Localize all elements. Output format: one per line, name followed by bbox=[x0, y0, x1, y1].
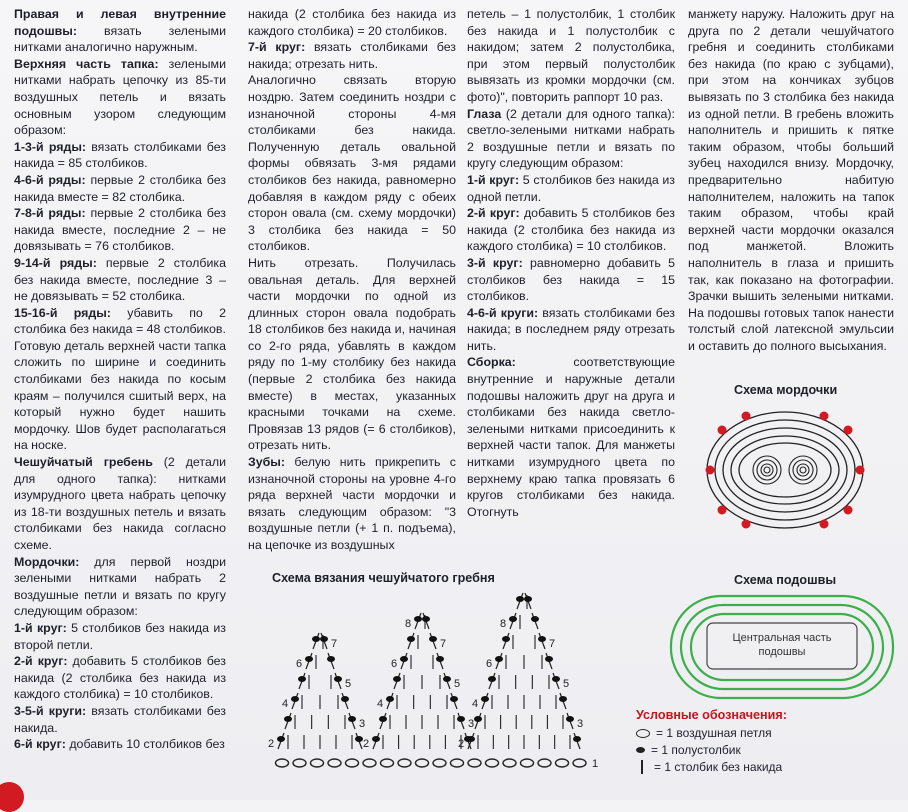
row-number: 8 bbox=[405, 618, 412, 630]
half-stitch bbox=[502, 636, 510, 642]
paragraph-text: соответствующие внутренние и наружные детали подошвы наложить друг на друга и столбиками без накида светло-зелеными нитками присоединить к верхней части тапок. Для манжеты нитками изумрудного цвета по верхнему краю тапка провязать 6 кругов столбиками без накида. Отогнуть bbox=[467, 355, 675, 519]
row-number: 6 bbox=[391, 658, 398, 670]
legend-item-label: = 1 полустолбик bbox=[651, 743, 741, 757]
half-stitch bbox=[429, 636, 437, 642]
row-number: 6 bbox=[296, 658, 303, 670]
half-stitch bbox=[305, 656, 313, 662]
chain-stitch bbox=[538, 759, 551, 767]
paragraph bbox=[14, 172, 226, 205]
half-stitch bbox=[495, 656, 503, 662]
paragraph bbox=[248, 39, 456, 72]
nostril-ring bbox=[797, 464, 809, 476]
paragraph-text: Готовую деталь верхней части тапка сложить по ширине и соединить столбиками без накида по косым краям – получился сшитый верх, на который нужно будет нашить мордочку. Шов будет располагаться на носке. bbox=[14, 338, 226, 453]
text-column-4 bbox=[688, 6, 894, 354]
paragraph bbox=[467, 106, 675, 172]
paragraph bbox=[248, 72, 456, 255]
paragraph-text: вязать столбиками без накида = 85 столбиков. bbox=[14, 139, 226, 171]
row-number: 7 bbox=[331, 638, 338, 650]
chain-stitch bbox=[433, 759, 446, 767]
half-stitch bbox=[298, 676, 306, 682]
paragraph-text: первые 2 столбика без накида вместе, последние 3 – не довязывать = 52 столбика. bbox=[14, 255, 226, 304]
half-stitch bbox=[524, 596, 532, 602]
half-stitch bbox=[531, 616, 539, 622]
half-stitch bbox=[320, 636, 328, 642]
half-stitch bbox=[355, 736, 363, 742]
paragraph bbox=[467, 6, 675, 106]
half-stitch bbox=[450, 696, 458, 702]
text-column-2 bbox=[248, 6, 456, 554]
legend-item-label: = 1 воздушная петля bbox=[656, 726, 772, 740]
paragraph-text: вязать столбиками без накида; отрезать нить. bbox=[248, 40, 456, 71]
paragraph bbox=[688, 6, 894, 354]
paragraph-text: убавить по 2 столбика без накида = 48 столбиков. bbox=[14, 305, 226, 337]
row-number: 2 bbox=[268, 738, 275, 750]
paragraph-text: петель – 1 полустолбик, 1 столбик без накида и 1 полустолбик с накидом; затем 2 полустолбика, при этом первый полустолбик вывязать из кромки мордочки (см. фото)", повторить раппорт 10 раз. bbox=[467, 7, 675, 104]
paragraph bbox=[248, 255, 456, 454]
half-stitch bbox=[516, 596, 524, 602]
decrease-marker bbox=[856, 466, 865, 475]
paragraph-heading: Правая и левая внутренние подошвы: bbox=[14, 7, 226, 38]
half-stitch bbox=[467, 736, 475, 742]
half-stitch bbox=[422, 616, 430, 622]
paragraph bbox=[14, 205, 226, 255]
paragraph-text: добавить 10 столбиков без bbox=[65, 737, 225, 752]
decrease-marker bbox=[718, 506, 727, 515]
paragraph-heading: Сборка: bbox=[467, 355, 516, 370]
sole-center-label-1: Центральная часть bbox=[732, 632, 832, 644]
paragraph-heading: 7-й круг: bbox=[248, 40, 306, 55]
paragraph-text: вязать зелеными нитками аналогично наружным. bbox=[14, 23, 226, 55]
paragraph-text: 5 столбиков без накида из второй петли. bbox=[14, 620, 226, 652]
decrease-marker bbox=[820, 520, 829, 529]
row-number: 1 bbox=[592, 758, 599, 770]
half-stitch bbox=[386, 696, 394, 702]
paragraph bbox=[14, 338, 226, 454]
paragraph bbox=[467, 205, 675, 255]
paragraph-heading: 9-14-й ряды: bbox=[14, 255, 97, 270]
row-number: 6 bbox=[486, 658, 493, 670]
paragraph-heading: 4-6-й круги: bbox=[467, 305, 539, 320]
decrease-marker bbox=[742, 412, 751, 421]
row-number: 2 bbox=[363, 738, 370, 750]
chain-stitch bbox=[521, 759, 534, 767]
sole-schema-diagram bbox=[665, 592, 900, 702]
half-stitch bbox=[443, 676, 451, 682]
row-number: 4 bbox=[282, 698, 289, 710]
chain-stitch bbox=[311, 759, 324, 767]
half-stitch bbox=[393, 676, 401, 682]
nostril-ring bbox=[800, 467, 806, 473]
half-stitch bbox=[414, 616, 422, 622]
paragraph-text: первые 2 столбика без накида вместе = 82 столбика. bbox=[14, 172, 226, 204]
chain-stitch bbox=[276, 759, 289, 767]
paragraph bbox=[467, 255, 675, 305]
face-schema-title: Схема мордочки bbox=[734, 383, 838, 397]
paragraph bbox=[14, 305, 226, 338]
paragraph bbox=[248, 6, 456, 39]
paragraph bbox=[14, 255, 226, 305]
face-schema-diagram bbox=[700, 402, 870, 542]
chain-stitch bbox=[451, 759, 464, 767]
paragraph-text: вязать столбиками без накида; в последнем ряду отрезать нить. bbox=[467, 305, 675, 353]
chain-stitch bbox=[573, 759, 586, 767]
paragraph-heading: Зубы: bbox=[248, 455, 286, 470]
half-stitch bbox=[277, 736, 285, 742]
comb-schema-title: Схема вязания чешуйчатого гребня bbox=[272, 571, 495, 585]
legend-title: Условные обозначения: bbox=[636, 708, 787, 722]
half-stitch bbox=[573, 736, 581, 742]
text-column-1 bbox=[14, 6, 226, 753]
half-stitch bbox=[312, 636, 320, 642]
row-number: 3 bbox=[468, 718, 475, 730]
page-corner-badge bbox=[0, 782, 24, 812]
row-number: 5 bbox=[454, 678, 461, 690]
paragraph-heading: 1-й круг: bbox=[14, 620, 67, 635]
row-number: 7 bbox=[440, 638, 447, 650]
paragraph bbox=[14, 6, 226, 56]
row-number: 4 bbox=[377, 698, 384, 710]
paragraph bbox=[14, 139, 226, 172]
paragraph bbox=[14, 554, 226, 620]
paragraph-heading: Чешуйчатый гребень bbox=[14, 455, 153, 470]
paragraph-heading: 2-й круг: bbox=[467, 206, 520, 221]
decrease-marker bbox=[706, 466, 715, 475]
chain-stitch bbox=[556, 759, 569, 767]
paragraph-text: вязать столбиками без накида. bbox=[14, 703, 226, 735]
paragraph-text: для первой ноздри зелеными нитками набрать 2 воздушные петли и вязать по кругу следующим образом: bbox=[14, 554, 226, 619]
nostril-ring bbox=[793, 460, 813, 480]
chain-stitch bbox=[416, 759, 429, 767]
paragraph-heading: 3-5-й круги: bbox=[14, 703, 87, 718]
chain-stitch bbox=[486, 759, 499, 767]
paragraph-text: 5 столбиков без накида из одной петли. bbox=[467, 172, 675, 204]
paragraph-heading: Мордочки: bbox=[14, 554, 80, 569]
paragraph bbox=[14, 620, 226, 653]
paragraph-text: первые 2 столбика без накида вместе, последние 2 – не довязывать = 76 столбиков. bbox=[14, 206, 226, 254]
paragraph-text: манжету наружу. Наложить друг на друга по 2 детали чешуйчатого гребня и соединить столбиками без накида (по краю с зубцами), при этом на кончиках зубцов вывязать по 3 столбика без накида из одной петли. В гребень вложить наполнитель и пришить к пятке таким образом, чтобы больший зубец находился внизу. Мордочку, предварительно набитую наполнителем, наложить на тапок таким образом, чтобы край верхней части мордочки оказался под манжетой. Вложить наполнитель в глаза и пришить так, как показано на фотографии. Зрачки вышить зелеными нитками. На подошвы готовых тапок нанести толстый слой латексной эмульсии и оставить до полного высыхания. bbox=[688, 7, 894, 353]
decrease-marker bbox=[718, 426, 727, 435]
paragraph-heading: 4-6-й ряды: bbox=[14, 172, 86, 187]
paragraph-text: Нить отрезать. Получилась овальная деталь. Для верхней части мордочки по одной из длинных сторон овала подобрать 18 столбиков без накида и, начиная со 2-го ряда, убавлять в каждом ряду по 1-му столбику без накида (первые 2 столбика без накида вместе) в местах, указанных красными точками на схеме. Провязав 13 рядов (= 6 столбиков), отрезать нить. bbox=[248, 255, 456, 453]
chain-stitch bbox=[293, 759, 306, 767]
half-stitch bbox=[372, 736, 380, 742]
paragraph bbox=[14, 653, 226, 703]
single-crochet-icon bbox=[641, 760, 643, 774]
paragraph-heading: 6-й круг: bbox=[14, 737, 66, 752]
nostril-ring bbox=[764, 467, 770, 473]
row-number: 4 bbox=[472, 698, 479, 710]
chain-stitch bbox=[381, 759, 394, 767]
face-outline-ring bbox=[723, 428, 847, 512]
nostril-ring bbox=[761, 464, 773, 476]
half-stitch-icon bbox=[636, 747, 645, 753]
legend-item-single bbox=[636, 760, 782, 774]
paragraph bbox=[14, 736, 226, 753]
half-stitch bbox=[488, 676, 496, 682]
chain-stitch bbox=[503, 759, 516, 767]
decrease-marker bbox=[742, 520, 751, 529]
paragraph-heading: 15-16-й ряды: bbox=[14, 305, 111, 320]
half-stitch bbox=[436, 656, 444, 662]
row-number: 5 bbox=[345, 678, 352, 690]
half-stitch bbox=[509, 616, 517, 622]
half-stitch bbox=[407, 636, 415, 642]
paragraph-text: добавить 5 столбиков без накида (2 столбика без накида из каждого столбика) = 10 столбиков. bbox=[14, 654, 226, 702]
paragraph bbox=[467, 305, 675, 355]
half-stitch bbox=[566, 716, 574, 722]
sole-center-label-2: подошвы bbox=[758, 646, 806, 658]
paragraph-text: (2 детали для одного тапка): нитками изумрудного цвета набрать цепочку из 18-ти воздушных петель и вязать столбиками без накида согласно схеме. bbox=[14, 455, 226, 552]
paragraph bbox=[14, 56, 226, 139]
paragraph-heading: 1-й круг: bbox=[467, 172, 520, 187]
chain-stitch-icon bbox=[636, 729, 650, 738]
decrease-marker bbox=[844, 426, 853, 435]
half-stitch bbox=[545, 656, 553, 662]
paragraph-heading: 3-й круг: bbox=[467, 255, 523, 270]
half-stitch bbox=[552, 676, 560, 682]
half-stitch bbox=[538, 636, 546, 642]
chain-stitch bbox=[468, 759, 481, 767]
half-stitch bbox=[284, 716, 292, 722]
half-stitch bbox=[327, 656, 335, 662]
chain-stitch bbox=[346, 759, 359, 767]
paragraph-text: добавить 5 столбиков без накида (2 столбика без накида из каждого столбика) = 10 столбиков. bbox=[467, 206, 675, 254]
row-number: 3 bbox=[577, 718, 584, 730]
paragraph-text: накида (2 столбика без накида из каждого столбика) = 20 столбиков. bbox=[248, 7, 456, 38]
row-number: 8 bbox=[500, 618, 507, 630]
row-number: 5 bbox=[563, 678, 570, 690]
legend-item-label: = 1 столбик без накида bbox=[654, 760, 783, 774]
half-stitch bbox=[457, 716, 465, 722]
paragraph-text: (2 детали для одного тапка): светло-зелеными нитками набрать 2 воздушные петли и вязать по кругу следующим образом: bbox=[467, 106, 675, 171]
paragraph-text: Аналогично связать вторую ноздрю. Затем соединить ноздри с изнаночной стороны 4-мя столбиками без накида. Полученную деталь овальной формы обвязать 3-мя рядами столбиков без накида, равномерно добавляя в каждом ряду с обеих сторон овала (см. схему мордочки) 3 столбика без накида = 50 столбиков. bbox=[248, 73, 456, 254]
legend-item-half bbox=[636, 743, 741, 757]
decrease-marker bbox=[844, 506, 853, 515]
half-stitch bbox=[291, 696, 299, 702]
half-stitch bbox=[474, 716, 482, 722]
half-stitch bbox=[341, 696, 349, 702]
paragraph-heading: 2-й круг: bbox=[14, 654, 68, 669]
chain-stitch bbox=[363, 759, 376, 767]
paragraph-text: белую нить прикрепить с изнаночной стороны на уровне 4-го ряда верхней части мордочки и вязать следующим образом: "3 воздушные петли (+ 1 п. подъема), на цепочке из воздушных bbox=[248, 455, 456, 552]
paragraph-heading: 7-8-й ряды: bbox=[14, 206, 86, 221]
paragraph-heading: Верхняя часть тапка: bbox=[14, 56, 159, 71]
legend-item-chain bbox=[636, 726, 772, 740]
face-outline-ring bbox=[731, 436, 839, 504]
nostril-ring bbox=[757, 460, 777, 480]
half-stitch bbox=[348, 716, 356, 722]
comb-schema-diagram bbox=[262, 585, 622, 785]
paragraph-text: равномерно добавить 5 столбиков без накида = 15 столбиков. bbox=[467, 255, 675, 304]
paragraph bbox=[14, 703, 226, 736]
sole-schema-title: Схема подошвы bbox=[734, 573, 837, 587]
half-stitch bbox=[334, 676, 342, 682]
paragraph bbox=[248, 454, 456, 554]
paragraph-heading: 1-3-й ряды: bbox=[14, 139, 87, 154]
face-outline-ring bbox=[715, 420, 855, 520]
decrease-marker bbox=[820, 412, 829, 421]
half-stitch bbox=[400, 656, 408, 662]
paragraph-text: зелеными нитками набрать цепочку из 85-ти воздушных петель и вязать основным узором следующим образом: bbox=[14, 56, 226, 138]
half-stitch bbox=[559, 696, 567, 702]
chain-stitch bbox=[328, 759, 341, 767]
paragraph bbox=[14, 454, 226, 554]
text-column-3 bbox=[467, 6, 675, 520]
row-number: 7 bbox=[549, 638, 556, 650]
half-stitch bbox=[379, 716, 387, 722]
row-number: 3 bbox=[359, 718, 366, 730]
paragraph bbox=[467, 354, 675, 520]
half-stitch bbox=[481, 696, 489, 702]
row-number: 2 bbox=[458, 738, 465, 750]
chain-stitch bbox=[398, 759, 411, 767]
paragraph-heading: Глаза bbox=[467, 106, 502, 121]
paragraph bbox=[467, 172, 675, 205]
